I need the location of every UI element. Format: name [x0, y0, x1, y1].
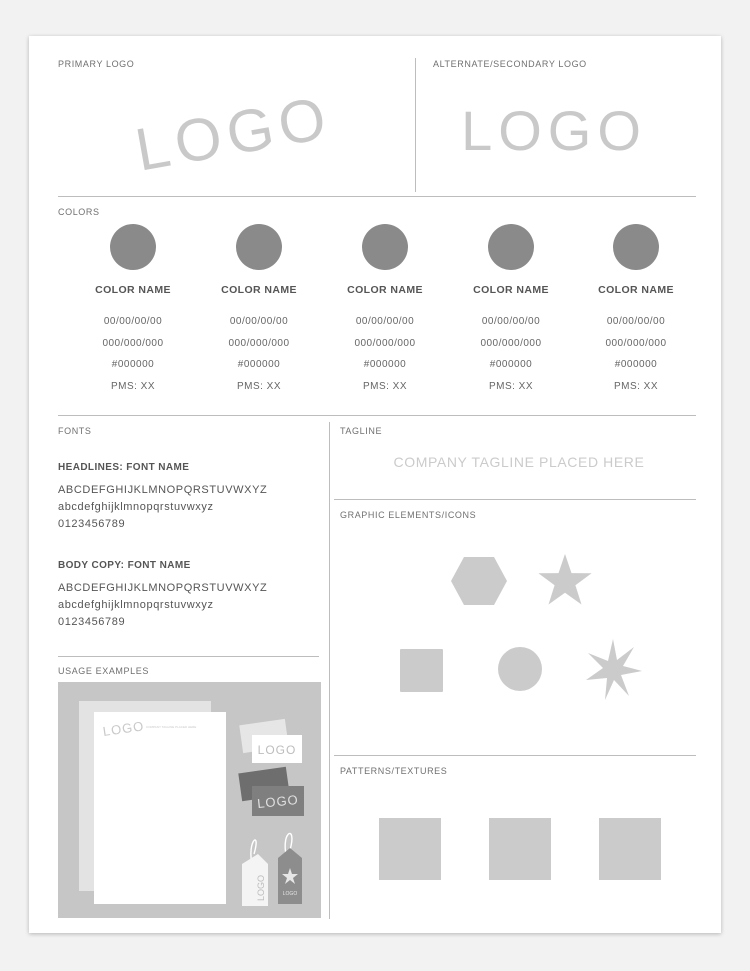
divider-colors [58, 415, 696, 416]
fonts-label: FONTS [58, 426, 92, 436]
color-rgb: 000/000/000 [354, 337, 416, 349]
secondary-logo-text: LOGO [461, 99, 647, 162]
color-hex: #000000 [614, 359, 658, 370]
color-rgb: 000/000/000 [605, 337, 667, 349]
usage-label: USAGE EXAMPLES [58, 666, 149, 676]
body-uppercase: ABCDEFGHIJKLMNOPQRSTUVWXYZ [58, 582, 268, 594]
color-dot [110, 224, 156, 270]
body-digits: 0123456789 [58, 616, 126, 628]
hexagon-icon [449, 551, 509, 611]
secondary-logo-label: ALTERNATE/SECONDARY LOGO [433, 59, 587, 69]
color-hex: #000000 [363, 359, 407, 370]
pattern-swatch-1 [379, 818, 441, 880]
column-divider [329, 422, 330, 919]
color-swatch-4 [451, 224, 571, 397]
divider-tagline [334, 499, 696, 500]
headline-font-heading: HEADLINES: FONT NAME [58, 462, 190, 473]
starburst-icon [583, 639, 643, 701]
tagline-text: COMPANY TAGLINE PLACED HERE [393, 454, 645, 470]
letterhead-sheet [94, 712, 226, 904]
circle-icon [496, 645, 546, 695]
letterhead-tagline: COMPANY TAGLINE PLACED HERE [146, 725, 197, 729]
patterns-label: PATTERNS/TEXTURES [340, 766, 448, 776]
color-name: COLOR NAME [221, 284, 297, 296]
body-lowercase: abcdefghijklmnopqrstuvwxyz [58, 599, 214, 611]
color-swatch-3 [325, 224, 445, 397]
color-rgb: 000/000/000 [228, 337, 290, 349]
color-pms: PMS: XX [362, 380, 408, 392]
color-rgb: 000/000/000 [480, 337, 542, 349]
tag-dark-logo: LOGO [282, 891, 298, 897]
color-dot [613, 224, 659, 270]
headline-lowercase: abcdefghijklmnopqrstuvwxyz [58, 501, 214, 513]
secondary-logo [454, 96, 654, 166]
divider-logos [58, 196, 696, 197]
color-pms: PMS: XX [110, 380, 156, 392]
color-cmyk: 00/00/00/00 [103, 316, 163, 327]
logo-divider [415, 58, 416, 192]
color-cmyk: 00/00/00/00 [606, 316, 666, 327]
letterhead-logo: LOGO [101, 718, 146, 739]
brand-style-sheet [29, 36, 721, 933]
tagline-label: TAGLINE [340, 426, 383, 436]
divider-graphics [334, 755, 696, 756]
color-cmyk: 00/00/00/00 [481, 316, 541, 327]
color-name: COLOR NAME [473, 284, 549, 296]
star-icon [536, 552, 594, 610]
graphics-label: GRAPHIC ELEMENTS/ICONS [340, 510, 477, 520]
headline-uppercase: ABCDEFGHIJKLMNOPQRSTUVWXYZ [58, 484, 268, 496]
color-rgb: 000/000/000 [102, 337, 164, 349]
color-swatch-1 [73, 224, 193, 397]
card-dark-logo: LOGO [256, 791, 300, 812]
color-pms: PMS: XX [236, 380, 282, 392]
body-font-heading: BODY COPY: FONT NAME [58, 560, 191, 571]
tag-light-logo: LOGO [256, 874, 266, 902]
color-dot [236, 224, 282, 270]
headline-digits: 0123456789 [58, 518, 126, 530]
pattern-swatch-3 [599, 818, 661, 880]
color-name: COLOR NAME [95, 284, 171, 296]
divider-fonts [58, 656, 319, 657]
color-cmyk: 00/00/00/00 [355, 316, 415, 327]
color-hex: #000000 [111, 359, 155, 370]
color-hex: #000000 [489, 359, 533, 370]
color-name: COLOR NAME [347, 284, 423, 296]
primary-logo-label: PRIMARY LOGO [58, 59, 135, 69]
square-icon [398, 647, 446, 695]
colors-label: COLORS [58, 207, 100, 217]
color-pms: PMS: XX [613, 380, 659, 392]
primary-logo-text: LOGO [130, 83, 337, 184]
pattern-swatch-2 [489, 818, 551, 880]
color-hex: #000000 [237, 359, 281, 370]
color-cmyk: 00/00/00/00 [229, 316, 289, 327]
color-dot [362, 224, 408, 270]
color-swatch-2 [199, 224, 319, 397]
usage-examples-mockup [58, 682, 321, 918]
color-swatch-5 [576, 224, 696, 397]
primary-logo [124, 66, 344, 206]
color-name: COLOR NAME [598, 284, 674, 296]
color-dot [488, 224, 534, 270]
card-light-logo: LOGO [257, 743, 297, 757]
color-pms: PMS: XX [488, 380, 534, 392]
